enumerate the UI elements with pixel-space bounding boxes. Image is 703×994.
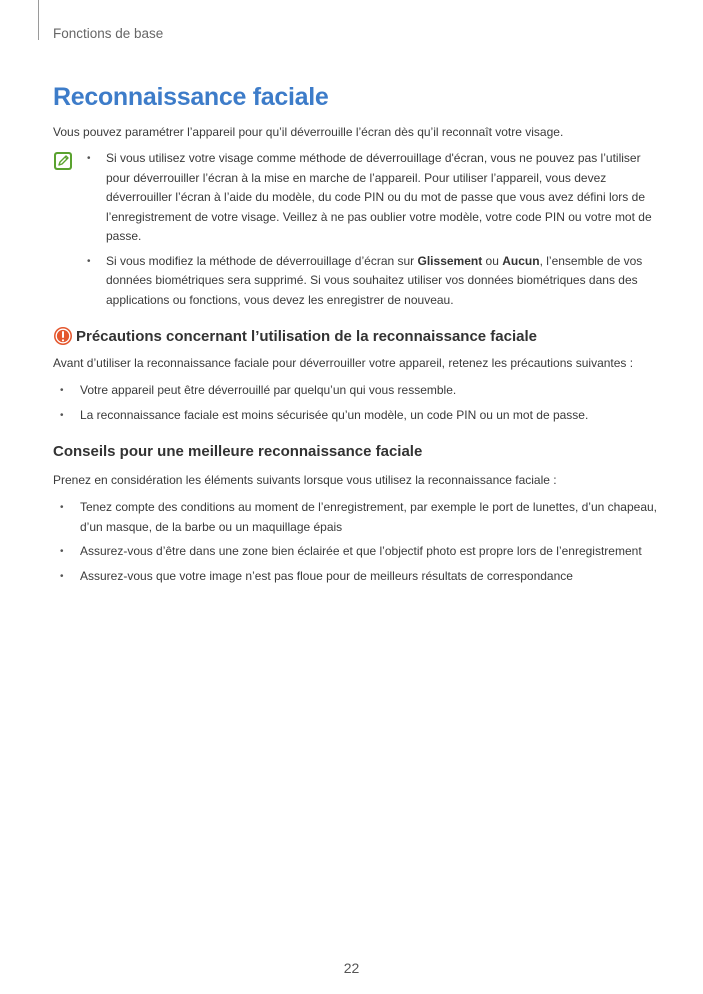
page-title: Reconnaissance faciale <box>53 83 329 111</box>
precautions-list <box>60 381 660 430</box>
note-item-text: Si vous modifiez la méthode de déverrouillage d’écran sur Glissement ou Aucun, l’ensemble de vos données biométriques sera supprimé. Si vous souhaitez utiliser vos données biométriques dans des applications ou fonctions, vous devez les enregistrer de nouveau. <box>106 253 643 307</box>
tips-intro: Prenez en considération les éléments suivants lorsque vous utilisez la reconnaissance faciale : <box>53 473 557 487</box>
precautions-intro: Avant d’utiliser la reconnaissance faciale pour déverrouiller votre appareil, retenez les précautions suivantes : <box>53 356 634 370</box>
list-item: • Votre appareil peut être déverrouillé par quelqu’un qui vous ressemble. <box>60 381 660 401</box>
page-number: 22 <box>343 960 360 976</box>
note-list <box>87 149 653 315</box>
note-item <box>87 252 653 311</box>
margin-rule <box>38 0 39 40</box>
bullet: • <box>60 570 64 582</box>
bullet: • <box>87 153 91 164</box>
precautions-heading <box>53 326 537 346</box>
bullet: • <box>60 409 64 421</box>
bullet: • <box>60 502 64 513</box>
tips-list <box>60 498 660 591</box>
bullet: • <box>60 385 64 396</box>
tips-heading: Conseils pour une meilleure reconnaissance faciale <box>53 443 423 460</box>
note-item <box>87 149 653 247</box>
aucun-option: Aucun <box>502 253 540 268</box>
list-item: • Assurez-vous que votre image n’est pas floue pour de meilleurs résultats de correspondance <box>60 567 660 587</box>
bullet: • <box>87 255 91 267</box>
intro-paragraph: Vous pouvez paramétrer l’appareil pour qu’il déverrouille l’écran dès qu’il reconnaît votre visage. <box>53 125 564 139</box>
bullet: • <box>60 546 64 557</box>
list-item: • La reconnaissance faciale est moins sécurisée qu’un modèle, un code PIN ou un mot de passe. <box>60 406 660 426</box>
note-item-text: Si vous utilisez votre visage comme méthode de déverrouillage d'écran, vous ne pouvez pas l’utiliser pour déverrouiller l’écran à la mise en marche de l’appareil. Pour utiliser l’appareil, vous devez déverrouiller l’écran à l’aide du modèle, du code PIN ou du mot de passe que vous avez défini lors de l’enregistrement de votre visage. Veillez à ne pas oublier votre modèle, votre code PIN ou votre mot de passe. <box>106 151 652 243</box>
section-header: Fonctions de base <box>53 26 164 41</box>
list-item: • Tenez compte des conditions au moment de l’enregistrement, par exemple le port de lunettes, d’un chapeau, d’un masque, de la barbe ou un maquillage épais <box>60 500 658 534</box>
warning-icon <box>53 326 73 346</box>
glissement-option: Glissement <box>417 253 483 268</box>
precautions-title: Précautions concernant l’utilisation de la reconnaissance faciale <box>76 327 537 345</box>
list-item: • Assurez-vous d’être dans une zone bien éclairée et que l’objectif photo est propre lors de l’enregistrement <box>60 542 660 562</box>
note-pencil-icon <box>53 151 73 171</box>
